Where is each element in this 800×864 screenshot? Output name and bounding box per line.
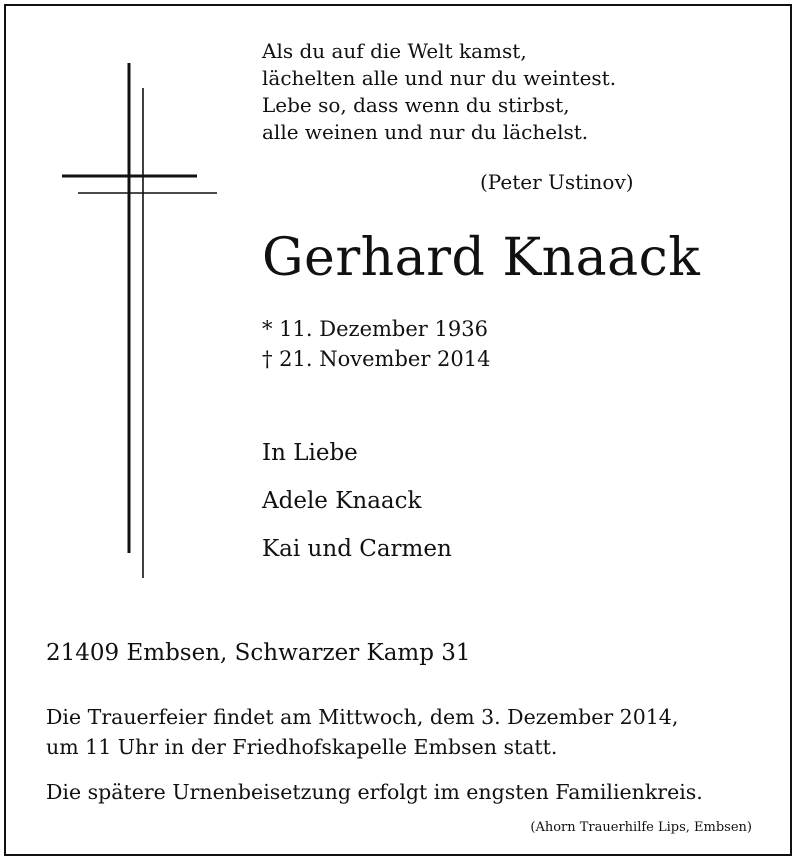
service-line: Die Trauerfeier findet am Mittwoch, dem 3. Dezember 2014, [46, 705, 679, 729]
mourner-name: Adele Knaack [262, 488, 422, 514]
poem-line: alle weinen und nur du lächelst. [262, 120, 589, 144]
poem-quote [262, 38, 616, 146]
mourners-intro: In Liebe [262, 440, 358, 466]
service-info [46, 702, 678, 762]
service-line: um 11 Uhr in der Friedhofskapelle Embsen statt. [46, 735, 558, 759]
poem-line: lächelten alle und nur du weintest. [262, 66, 617, 90]
family-address: 21409 Embsen, Schwarzer Kamp 31 [46, 640, 471, 666]
poem-line: Als du auf die Welt kamst, [262, 39, 527, 63]
deceased-name: Gerhard Knaack [262, 228, 701, 288]
poem-author: (Peter Ustinov) [480, 170, 634, 194]
burial-info: Die spätere Urnenbeisetzung erfolgt im engsten Familienkreis. [46, 780, 703, 804]
mourner-name: Kai und Carmen [262, 536, 452, 562]
poem-line: Lebe so, dass wenn du stirbst, [262, 93, 570, 117]
death-date: † 21. November 2014 [262, 347, 491, 371]
life-dates [262, 314, 491, 374]
funeral-home-credit: (Ahorn Trauerhilfe Lips, Embsen) [530, 820, 752, 835]
birth-date: * 11. Dezember 1936 [262, 317, 488, 341]
mourners-block [262, 440, 452, 584]
